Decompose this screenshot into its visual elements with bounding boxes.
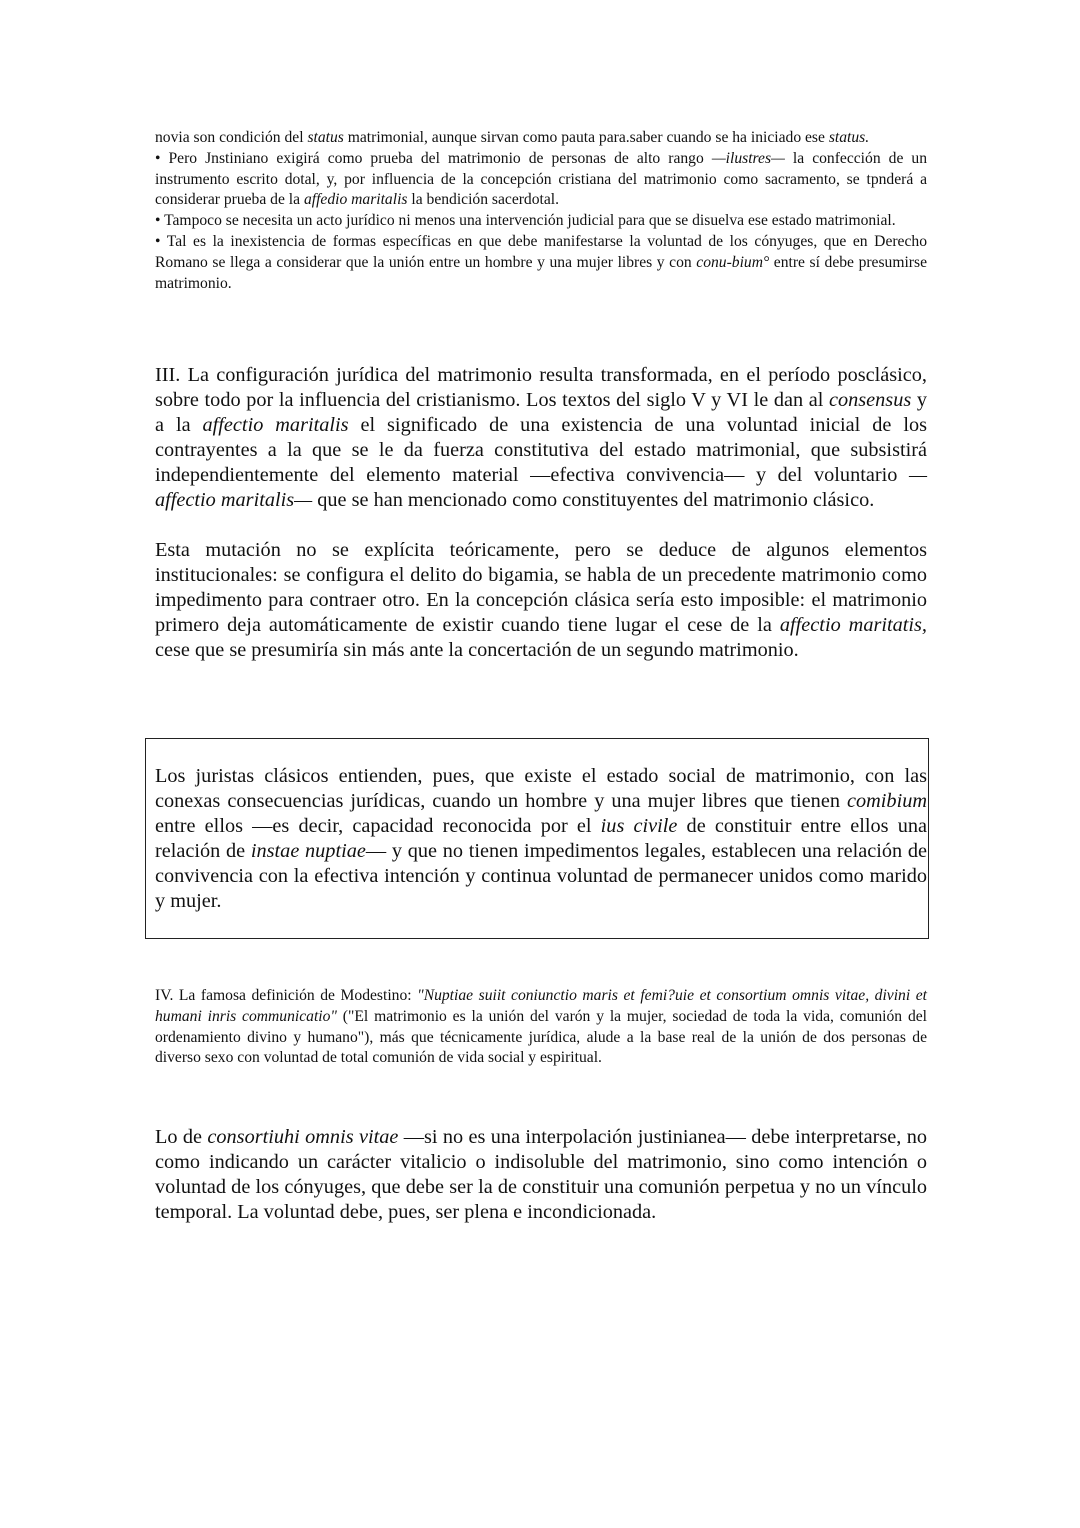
text-segment: de constituir entre ellos una relación de <box>155 815 928 862</box>
text-segment: Los juristas clásicos entienden, pues, que existe el estado social de matrimonio, con las conexas consecuencias jurídicas, cuando un hombre y una mujer libres que tienen <box>155 765 927 812</box>
italic-text: affectio maritalis <box>202 414 349 436</box>
paragraph <box>155 128 927 149</box>
text-segment: ("El matrimonio es la unión del varón y la mujer, sociedad de toda la vida, comunión del ordenamiento divino y humano"), más que técnicamente jurídica, alude a la base real de la unión de dos personas de diverso sexo con voluntad de total comunión de vida social y espiritual. <box>155 1007 927 1067</box>
text-segment: entre sí debe presumirse matrimonio. <box>155 253 927 292</box>
text-segment: III. La configuración jurídica del matrimonio resulta transformada, en el período posclásico, sobre todo por la influencia del cristianismo. Los textos del siglo V y VI le dan al <box>155 364 927 411</box>
text-segment: novia son condición del <box>155 129 308 146</box>
text-segment: • Pero Jnstiniano exigirá como prueba del matrimonio de personas de alto rango <box>155 149 712 167</box>
text-segment: IV. La famosa definición de Modestino: <box>155 987 418 1004</box>
italic-text: consortiuhi omnis vitae <box>207 1126 399 1148</box>
italic-text: affedio maritalis <box>303 191 408 209</box>
paragraph <box>155 211 927 232</box>
text-segment: la confección de un instrumento escrito dotal, y, por influencia de la concepción cristiana del matrimonio como sacramento, se tpnderá a considerar prueba de la <box>155 149 927 209</box>
paragraph <box>155 538 927 663</box>
text-segment: entre ellos —es decir, capacidad reconocida por el <box>155 815 601 837</box>
text-segment: • Tal es la inexistencia de formas específicas en que debe manifestarse la voluntad de los cónyuges, que en Derecho Romano se llega a considerar que la unión entre un hombre y una mujer libres y con <box>155 232 927 271</box>
italic-text: —ilustres— <box>711 149 785 167</box>
text-segment: que se han mencionado como constituyentes del matrimonio clásico. <box>312 489 875 511</box>
paragraph <box>155 363 927 513</box>
italic-text: status. <box>828 129 870 146</box>
section-iii <box>155 363 927 663</box>
text-segment: — y que no tienen impedimentos legales, establecen una relación de convivencia con la efectiva intención y continua voluntad de permanecer unidos como marido y mujer. <box>155 840 927 912</box>
text-segment: la bendición sacerdotal. <box>407 191 560 209</box>
text-segment: y a la <box>155 389 927 436</box>
text-segment: Lo de <box>155 1126 208 1148</box>
text-segment: Esta mutación no se explícita teóricamente, pero se deduce de algunos elementos institucionales: se configura el delito do bigamia, se habla de un precedente matrimonio como impedimento para contraer otro. En la concepción clásica sería esto imposible: el matrimonio primero deja automáticamente de existir cuando tiene lugar el cese de la <box>155 539 927 636</box>
paragraph <box>155 764 927 914</box>
paragraph <box>155 1125 927 1225</box>
italic-text: "Nuptiae suiit coniunctio maris et femi?uie et consortium omnis vitae, divini et humani inris communicatio" <box>155 987 928 1025</box>
text-segment: el significado de una existencia de una voluntad inicial de los contrayentes a la que se le da fuerza constitutiva del estado matrimonial, que subsistirá independientemente del elemento material —efectiva convivencia— y del voluntario <box>155 414 927 486</box>
summary-box-text <box>155 764 927 914</box>
paragraph <box>155 986 927 1069</box>
text-segment: matrimonial, aunque sirvan como pauta para.saber cuando se ha iniciado ese <box>343 129 829 146</box>
text-segment: cese que se presumiría sin más ante la concertación de un segundo matrimonio. <box>155 639 799 661</box>
section-iv <box>155 986 927 1069</box>
text-segment: —si no es una interpolación justinianea— debe interpretarse, no como indicando un carácter vitalicio o indisoluble del matrimonio, sino como intención o voluntad de los cónyuges, que debe ser la de constituir una comunión perpetua y no un vínculo temporal. La voluntad debe, pues, ser plena e incondicionada. <box>155 1126 927 1223</box>
section-iv-continued <box>155 1125 927 1225</box>
text-segment: • Tampoco se necesita un acto jurídico ni menos una intervención judicial para que se disuelva ese estado matrimonial. <box>155 212 896 230</box>
italic-text: instae nuptiae <box>250 840 366 862</box>
italic-text: —affectio maritalis— <box>155 464 927 511</box>
paragraph <box>155 149 927 211</box>
italic-text: consensus <box>828 389 912 411</box>
italic-text: ius civile <box>600 815 678 837</box>
italic-text: affectio maritatis, <box>779 614 928 636</box>
italic-text: comibium <box>847 790 927 812</box>
paragraph <box>155 232 927 294</box>
italic-text: status <box>307 129 344 146</box>
intro-bullets <box>155 128 927 294</box>
italic-text: conu-bium° <box>696 253 770 271</box>
